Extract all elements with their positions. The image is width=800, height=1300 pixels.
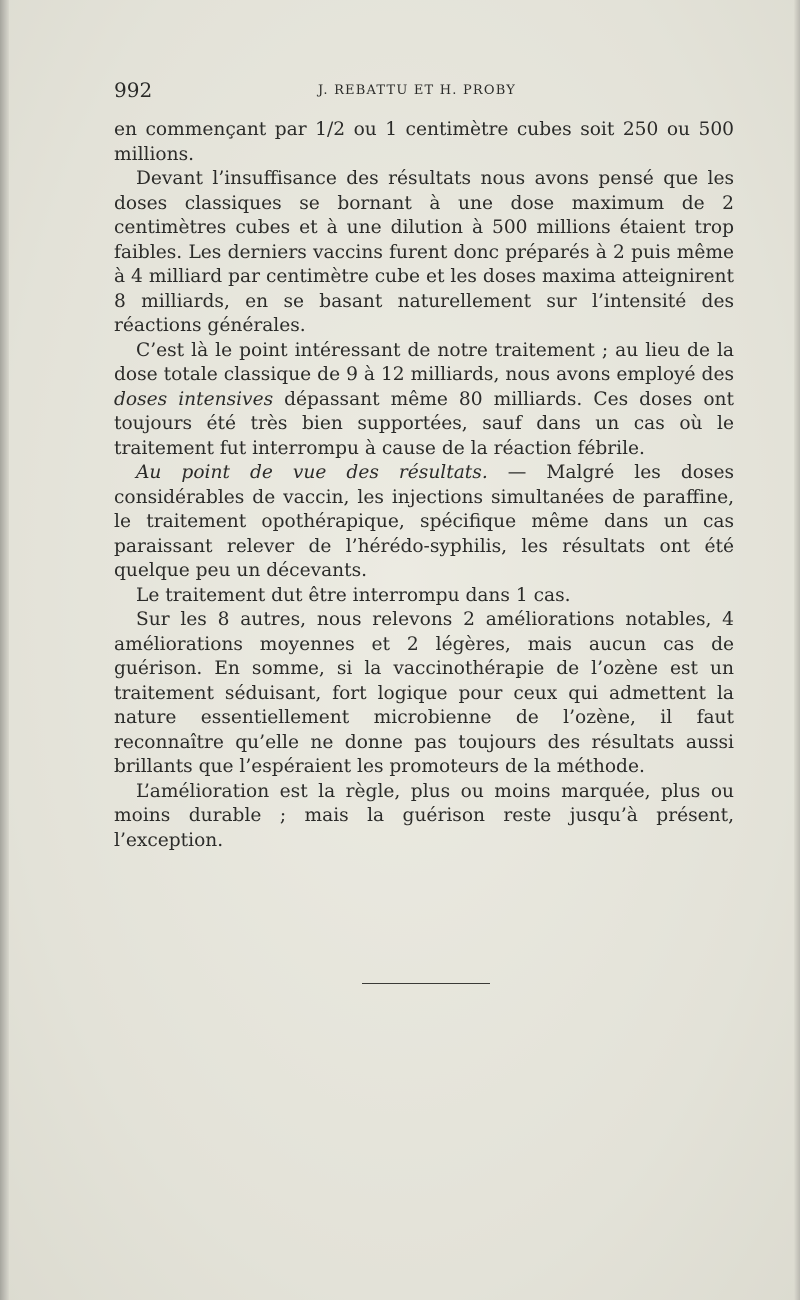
body-text xyxy=(114,118,734,853)
paragraph-3 xyxy=(114,339,734,462)
paragraph-5: Le traitement dut être interrompu dans 1 cas. xyxy=(136,584,571,606)
paragraph-3-italic: doses intensives xyxy=(114,388,274,410)
page-left-edge xyxy=(0,0,9,1300)
page-number: 992 xyxy=(114,78,153,102)
paragraph-4-text: — Malgré les doses considérables de vaccin, les injections simultanées de paraffine, le traitement opothérapique, spécifique même dans un cas paraissant relever de l’hérédo-syphilis, les résultats ont été quelque peu un décevants. xyxy=(114,462,734,581)
paragraph-7: L’amélioration est la règle, plus ou moins marquée, plus ou moins durable ; mais la guérison reste jusqu’à présent, l’exception. xyxy=(114,780,734,851)
paragraph-3-text-b: dépassant même 80 milliards. Ces doses ont toujours été très bien supportées, sauf dans un cas où le traitement fut interrompu à cause de la réaction fébrile. xyxy=(114,388,734,459)
paragraph-6: Sur les 8 autres, nous relevons 2 améliorations notables, 4 améliorations moyennes et 2 légères, mais aucun cas de guérison. En somme, si la vaccinothérapie de l’ozène est un traitement séduisant, fort logique pour ceux qui admettent la nature essentiellement microbienne de l’ozène, il faut reconnaître qu’elle ne donne pas toujours des résultats aussi brillants que l’espéraient les promoteurs de la méthode. xyxy=(114,609,734,777)
paragraph-4 xyxy=(114,461,734,584)
section-heading-results: Au point de vue des résultats. xyxy=(136,462,488,483)
end-rule xyxy=(362,983,490,984)
running-head-title: J. REBATTU ET H. PROBY xyxy=(318,83,517,98)
paragraph-2: Devant l’insuffisance des résultats nous avons pensé que les doses classiques se bornant à une dose maximum de 2 centimètres cubes et à une dilution à 500 millions étaient trop faibles. Les derniers vaccins furent donc préparés à 2 puis même à 4 milliard par centimètre cube et les doses maxima atteignirent 8 milliards, en se basant naturellement sur l’intensité des réactions générales. xyxy=(114,168,734,336)
paragraph-1: en commençant par 1/2 ou 1 centimètre cubes soit 250 ou 500 millions. xyxy=(114,119,734,165)
page-right-edge xyxy=(794,0,800,1300)
running-head xyxy=(114,74,734,104)
paragraph-3-text-a: C’est là le point intéressant de notre traitement ; au lieu de la dose totale classique de 9 à 12 milliards, nous avons employé des xyxy=(114,339,734,385)
